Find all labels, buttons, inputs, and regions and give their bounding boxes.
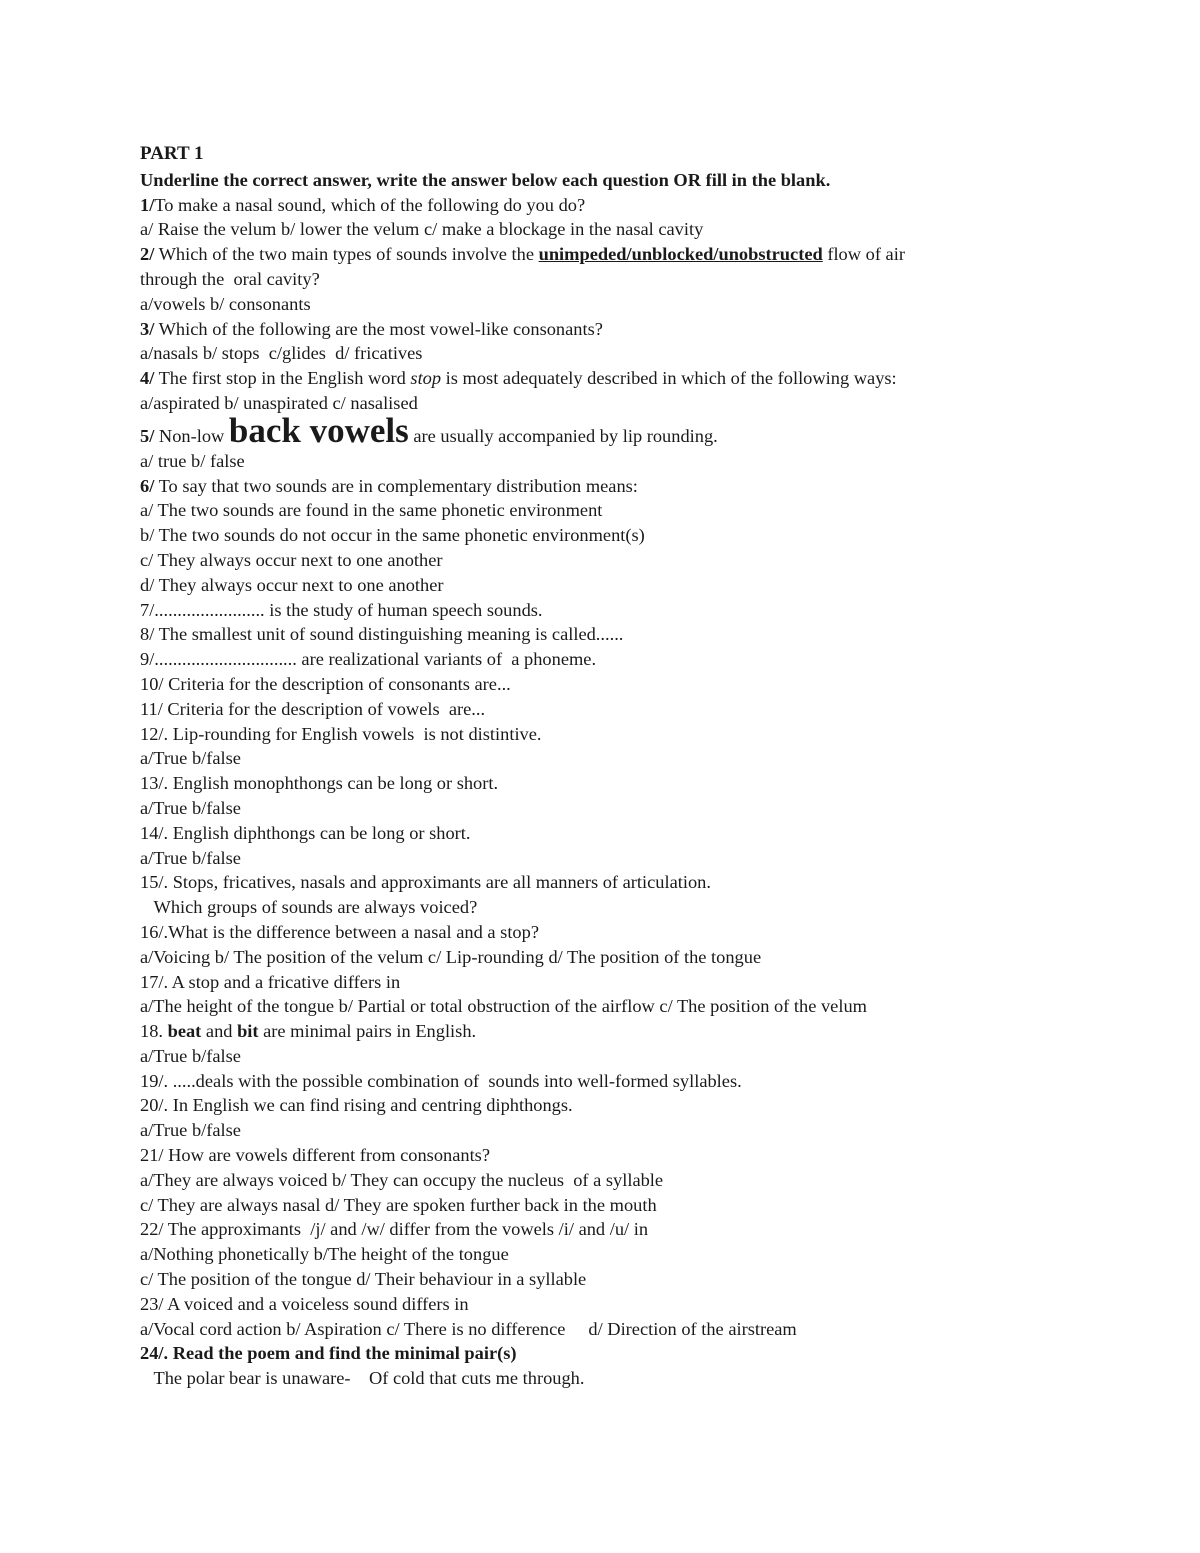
q6-option-d: d/ They always occur next to one another — [140, 574, 444, 595]
question-23: 23/ A voiced and a voiceless sound differs in — [140, 1293, 469, 1314]
q5-options: a/ true b/ false — [140, 450, 245, 471]
q1-options: a/ Raise the velum b/ lower the velum c/ make a blockage in the nasal cavity — [140, 219, 704, 240]
q5-text-post: are usually accompanied by lip rounding. — [408, 425, 718, 446]
q5-large-text: back vowels — [228, 410, 409, 450]
question-13: 13/. English monophthongs can be long or short. — [140, 773, 499, 794]
question-19: 19/. .....deals with the possible combination of sounds into well-formed syllables. — [140, 1070, 742, 1091]
question-6 — [140, 474, 1170, 499]
q15-continuation: Which groups of sounds are always voiced? — [140, 897, 478, 918]
q18-number: 18. — [140, 1021, 168, 1042]
question-7: 7/........................ is the study of human speech sounds. — [140, 599, 543, 620]
instructions: Underline the correct answer, write the answer below each question OR fill in the blank. — [140, 169, 831, 190]
q20-options: a/True b/false — [140, 1120, 241, 1141]
q6-option-c: c/ They always occur next to one another — [140, 549, 443, 570]
q3-text: Which of the following are the most vowel-like consonants? — [154, 318, 603, 339]
q2-options: a/vowels b/ consonants — [140, 293, 311, 314]
question-8: 8/ The smallest unit of sound distinguishing meaning is called...... — [140, 624, 624, 645]
q2-text-post: flow of air — [822, 244, 905, 265]
question-10: 10/ Criteria for the description of consonants are... — [140, 673, 511, 694]
q1-text: To make a nasal sound, which of the following do you do? — [154, 194, 586, 215]
q23-options: a/Vocal cord action b/ Aspiration c/ There is no difference d/ Direction of the airstream — [140, 1318, 797, 1339]
part-title: PART 1 — [140, 143, 204, 164]
question-2 — [140, 242, 1170, 267]
q22-options-1: a/Nothing phonetically b/The height of the tongue — [140, 1244, 509, 1265]
q12-options: a/True b/false — [140, 748, 241, 769]
q18-word-1: beat — [167, 1021, 202, 1042]
question-15: 15/. Stops, fricatives, nasals and approximants are all manners of articulation. — [140, 872, 711, 893]
q1-number: 1/ — [140, 194, 155, 215]
document-page — [140, 142, 1170, 1391]
question-11: 11/ Criteria for the description of vowels are... — [140, 698, 486, 719]
q18-options: a/True b/false — [140, 1045, 241, 1066]
question-9: 9/............................... are realizational variants of a phoneme. — [140, 649, 597, 670]
q21-options-1: a/They are always voiced b/ They can occupy the nucleus of a syllable — [140, 1169, 664, 1190]
q3-options: a/nasals b/ stops c/glides d/ fricatives — [140, 343, 423, 364]
question-20: 20/. In English we can find rising and centring diphthongs. — [140, 1095, 573, 1116]
q6-text: To say that two sounds are in complementary distribution means: — [154, 475, 638, 496]
q4-options: a/aspirated b/ unaspirated c/ nasalised — [140, 392, 418, 413]
q5-number: 5/ — [140, 425, 155, 446]
question-21: 21/ How are vowels different from consonants? — [140, 1145, 491, 1166]
q5-text-pre: Non-low — [154, 425, 229, 446]
question-24: 24/. Read the poem and find the minimal pair(s) — [140, 1343, 517, 1364]
question-3 — [140, 317, 1170, 342]
q24-poem: The polar bear is unaware- Of cold that cuts me through. — [140, 1368, 585, 1389]
q6-option-b: b/ The two sounds do not occur in the same phonetic environment(s) — [140, 525, 645, 546]
q22-options-2: c/ The position of the tongue d/ Their behaviour in a syllable — [140, 1269, 587, 1290]
question-4 — [140, 366, 1170, 391]
q18-mid: and — [201, 1021, 238, 1042]
question-12: 12/. Lip-rounding for English vowels is not distintive. — [140, 723, 542, 744]
question-22: 22/ The approximants /j/ and /w/ differ from the vowels /i/ and /u/ in — [140, 1219, 649, 1240]
q16-options: a/Voicing b/ The position of the velum c/ Lip-rounding d/ The position of the tongue — [140, 946, 762, 967]
q21-options-2: c/ They are always nasal d/ They are spoken further back in the mouth — [140, 1194, 657, 1215]
q2-text-pre: Which of the two main types of sounds involve the — [154, 244, 539, 265]
question-16: 16/.What is the difference between a nasal and a stop? — [140, 921, 539, 942]
question-5 — [140, 410, 1170, 450]
q2-emphasis: unimpeded/unblocked/unobstructed — [538, 244, 823, 265]
q4-text-pre: The first stop in the English word — [154, 368, 411, 389]
q4-word: stop — [410, 368, 442, 389]
q2-number: 2/ — [140, 244, 155, 265]
q17-options: a/The height of the tongue b/ Partial or total obstruction of the airflow c/ The position of the velum — [140, 996, 867, 1017]
q4-text-post: is most adequately described in which of the following ways: — [441, 368, 897, 389]
q4-number: 4/ — [140, 368, 155, 389]
q18-text-post: are minimal pairs in English. — [258, 1021, 477, 1042]
question-14: 14/. English diphthongs can be long or short. — [140, 822, 471, 843]
question-1 — [140, 193, 1170, 218]
q18-word-2: bit — [237, 1021, 259, 1042]
q13-options: a/True b/false — [140, 797, 241, 818]
question-18 — [140, 1019, 1170, 1044]
q2-continuation: through the oral cavity? — [140, 268, 320, 289]
q14-options: a/True b/false — [140, 847, 241, 868]
question-17: 17/. A stop and a fricative differs in — [140, 971, 401, 992]
q3-number: 3/ — [140, 318, 155, 339]
q6-number: 6/ — [140, 475, 155, 496]
q6-option-a: a/ The two sounds are found in the same phonetic environment — [140, 500, 603, 521]
